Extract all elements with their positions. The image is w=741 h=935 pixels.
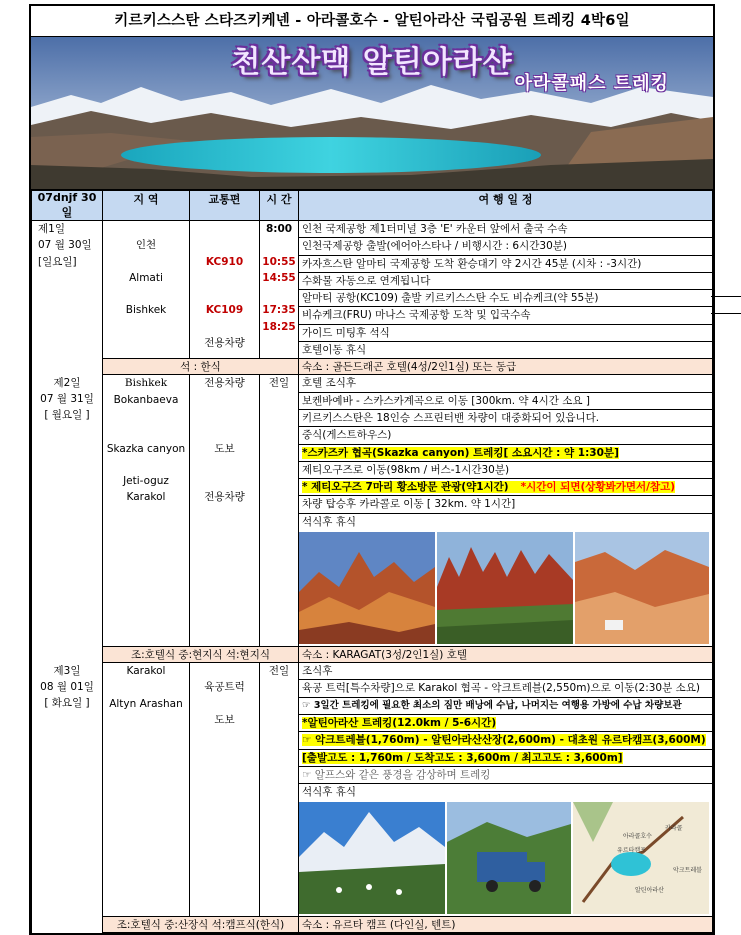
day1-transport bbox=[190, 237, 259, 253]
day1-time: 14:55 bbox=[262, 271, 296, 284]
day2-region: Bokanbaeva bbox=[113, 393, 179, 406]
day2-transport bbox=[190, 408, 259, 424]
day3-meal-row bbox=[32, 917, 713, 933]
day1-row bbox=[32, 221, 713, 359]
banner-main-text: 천산산맥 알틴아라샨 bbox=[231, 45, 513, 80]
day1-flight: KC109 bbox=[205, 304, 244, 317]
day2-region: Bishkek bbox=[124, 377, 168, 390]
route-highlight: ☞ 악크트레블(1,760m) - 알틴아라산산장(2,600m) - 대초원 유르타캠프(3,600M) bbox=[302, 734, 706, 747]
day1-label: 제1일 bbox=[38, 223, 65, 235]
day2-photos bbox=[299, 530, 712, 646]
day1-item: 인천국제공항 출발(에어아스타나 / 비행시간 : 6시간30분) bbox=[299, 238, 712, 255]
day2-item: 호텔 조식후 bbox=[299, 375, 712, 392]
day2-meal-row bbox=[32, 647, 713, 663]
day1-meal: 석 : 한식 bbox=[103, 359, 299, 375]
day1-time: 8:00 bbox=[265, 223, 293, 235]
day2-region bbox=[103, 424, 189, 440]
day3-item: 육공 트럭[특수차량]으로 Karakol 협곡 - 악크트레블(2,550m)으로 이동(2:30분 소요) bbox=[299, 680, 712, 697]
day2-weekday: [ 월요일 ] bbox=[44, 409, 90, 422]
day2-label: 제2일 bbox=[53, 376, 81, 389]
day1-item: 수화물 자동으로 연계됩니다 bbox=[299, 273, 712, 290]
margin-line bbox=[711, 296, 741, 297]
banner-image bbox=[31, 37, 713, 190]
day2-region bbox=[103, 457, 189, 473]
map-label: 악크트레블 bbox=[673, 867, 702, 875]
day3-photos bbox=[299, 800, 712, 916]
table-header bbox=[32, 191, 713, 221]
day2-item-highlight bbox=[299, 479, 712, 496]
day2-transport: 도보 bbox=[214, 442, 235, 455]
day1-date: 07 월 30일 bbox=[38, 239, 92, 252]
jeti-oguz-highlight: * 제티오구즈 7마리 황소방문 관광(약1시간) bbox=[302, 481, 509, 494]
document-title: 키르키스스탄 스타즈키케넨 - 아라콜호수 - 알틴아라산 국립공원 트레킹 4박6일 bbox=[31, 6, 713, 37]
day1-region: Almati bbox=[129, 271, 163, 284]
day2-item: 제티오구즈로 이동(98km / 버스-1시간30분) bbox=[299, 462, 712, 479]
day3-time: 전일 bbox=[268, 665, 290, 678]
day1-transport: 전용차량 bbox=[204, 337, 245, 350]
day2-transport: 전용차량 bbox=[204, 377, 245, 390]
day3-region: Altyn Arashan bbox=[109, 697, 183, 710]
day3-region bbox=[103, 679, 189, 695]
day1-region bbox=[103, 335, 189, 351]
day3-region: Karakol bbox=[126, 665, 166, 678]
altyn-trek-highlight: *알틴아라산 트레킹(12.0km / 5-6시간) bbox=[302, 716, 497, 729]
margin-line bbox=[711, 313, 741, 314]
day1-flight: KC910 bbox=[205, 255, 244, 268]
day3-row bbox=[32, 663, 713, 917]
day1-region bbox=[103, 286, 189, 302]
day2-transport: 전용차량 bbox=[204, 491, 245, 504]
day1-transport bbox=[190, 221, 259, 237]
map-label: 유르타캠프 bbox=[617, 847, 646, 855]
day2-item: 차량 탑승후 카라콜로 이동 [ 32km. 약 1시간] bbox=[299, 496, 712, 513]
day2-meal: 조:호텔식 중:현지식 석:현지식 bbox=[103, 647, 299, 663]
day1-time: 10:55 bbox=[262, 255, 296, 268]
day3-item-highlight bbox=[299, 732, 712, 749]
day2-row bbox=[32, 375, 713, 647]
day2-region: Jeti-oguz bbox=[123, 475, 169, 488]
day3-item: ☞ 알프스와 같은 풍경을 감상하며 트레킹 bbox=[299, 767, 712, 784]
day1-item: 비슈케크(FRU) 마나스 국제공항 도착 및 입국수속 bbox=[299, 307, 712, 324]
day3-item-highlight bbox=[299, 750, 712, 767]
day1-time: 18:25 bbox=[262, 320, 296, 333]
day3-transport bbox=[190, 696, 259, 712]
day3-item-highlight bbox=[299, 715, 712, 732]
day2-date: 07 월 31일 bbox=[40, 393, 94, 406]
day2-item: 키르키스스탄은 18인승 스프린터밴 차량이 대중화되어 있읍니다. bbox=[299, 410, 712, 427]
route-map bbox=[573, 802, 709, 914]
day1-transport bbox=[190, 286, 259, 302]
day3-transport: 육공트럭 bbox=[204, 681, 245, 694]
col-region: 지 역 bbox=[103, 191, 190, 221]
schedule-table bbox=[31, 190, 713, 933]
day1-item: 호텔이동 휴식 bbox=[302, 344, 367, 357]
altitude-highlight: [출발고도 : 1,760m / 도착고도 : 3,600m / 최고고도 : 3,600m] bbox=[302, 751, 623, 764]
truck-photo bbox=[447, 802, 571, 914]
map-label: 아라콜호수 bbox=[623, 833, 652, 841]
day1-transport bbox=[190, 319, 259, 335]
day1-region: 인천 bbox=[135, 239, 157, 252]
day1-item: 인천 국제공항 제1터미널 3층 'E' 카운터 앞에서 출국 수속 bbox=[299, 221, 712, 238]
day1-region bbox=[103, 319, 189, 335]
valley-photo bbox=[575, 532, 709, 644]
day1-time bbox=[260, 335, 298, 351]
day2-lodging: 숙소 : KARAGAT(3성/2인1실) 호텔 bbox=[299, 647, 713, 663]
day2-region bbox=[103, 408, 189, 424]
day2-item-highlight bbox=[299, 445, 712, 462]
col-transport: 교통편 bbox=[190, 191, 260, 221]
day1-transport bbox=[190, 270, 259, 286]
skazka-trek-highlight: *스카즈카 협곡(Skazka canyon) 트레킹[ 소요시간 : 약 1:30분] bbox=[302, 446, 619, 459]
day3-item: ☞ 3일간 트레킹에 필요한 최소의 짐만 배낭에 수납, 나머지는 여행용 가방에 수납 차량보관 bbox=[299, 698, 712, 715]
day3-transport bbox=[190, 663, 259, 679]
day1-time bbox=[260, 237, 298, 253]
day1-region bbox=[103, 254, 189, 270]
alpine-photo bbox=[299, 802, 445, 914]
map-label: 알틴아라산 bbox=[635, 887, 664, 895]
day3-item: 석식후 휴식 bbox=[302, 786, 357, 799]
day2-item: 중식(게스트하우스) bbox=[299, 427, 712, 444]
map-label: 카라콜 bbox=[665, 825, 683, 833]
canyon-photo bbox=[299, 532, 435, 644]
col-date: 07dnjf 30일 bbox=[32, 191, 103, 221]
day3-lodging: 숙소 : 유르타 캠프 (다인실, 텐트) bbox=[299, 917, 713, 933]
day2-item: 보켄바예바 - 스카스카계곡으로 이동 [300km. 약 4시간 소요 ] bbox=[299, 393, 712, 410]
day1-lodging: 숙소 : 골든드래곤 호텔(4성/2인1실) 또는 동급 bbox=[299, 359, 713, 375]
day2-item: 석식후 휴식 bbox=[302, 515, 357, 528]
col-time: 시 간 bbox=[260, 191, 299, 221]
day3-meal: 조:호텔식 중:산장식 석:캠프식(한식) bbox=[103, 917, 299, 933]
day2-transport bbox=[190, 392, 259, 408]
day3-item: 조식후 bbox=[299, 663, 712, 680]
day1-weekday: [일요일] bbox=[38, 255, 77, 268]
day1-meal-row bbox=[32, 359, 713, 375]
day1-region bbox=[103, 221, 189, 237]
day3-date: 08 월 01일 bbox=[40, 680, 94, 693]
optional-note: *시간이 되면(상황봐가면서/참고) bbox=[509, 481, 675, 493]
day3-transport: 도보 bbox=[214, 713, 235, 726]
day1-item: 알마티 공항(KC109) 출발 키르키스스탄 수도 비슈케크(약 55분) bbox=[299, 290, 712, 307]
day1-time bbox=[260, 286, 298, 302]
day1-item: 카자흐스탄 알마티 국제공항 도착 환승대기 약 2시간 45분 (시차 : -3시간) bbox=[299, 256, 712, 273]
day3-weekday: [ 화요일 ] bbox=[44, 697, 90, 710]
day2-transport bbox=[190, 473, 259, 489]
banner-sub-text: 아라콜패스 트레킹 bbox=[514, 73, 669, 94]
day2-region: Karakol bbox=[126, 491, 166, 504]
day2-transport bbox=[190, 457, 259, 473]
day2-time: 전일 bbox=[268, 377, 290, 390]
day1-time: 17:35 bbox=[262, 304, 296, 317]
day2-region: Skazka canyon bbox=[106, 442, 186, 455]
day2-transport bbox=[190, 424, 259, 440]
day1-region: Bishkek bbox=[125, 304, 167, 317]
itinerary-document bbox=[29, 4, 715, 935]
day3-label: 제3일 bbox=[53, 664, 81, 677]
col-itinerary: 여 행 일 정 bbox=[299, 191, 713, 221]
red-rocks-photo bbox=[437, 532, 573, 644]
day1-item: 가이드 미팅후 석식 bbox=[299, 325, 712, 342]
